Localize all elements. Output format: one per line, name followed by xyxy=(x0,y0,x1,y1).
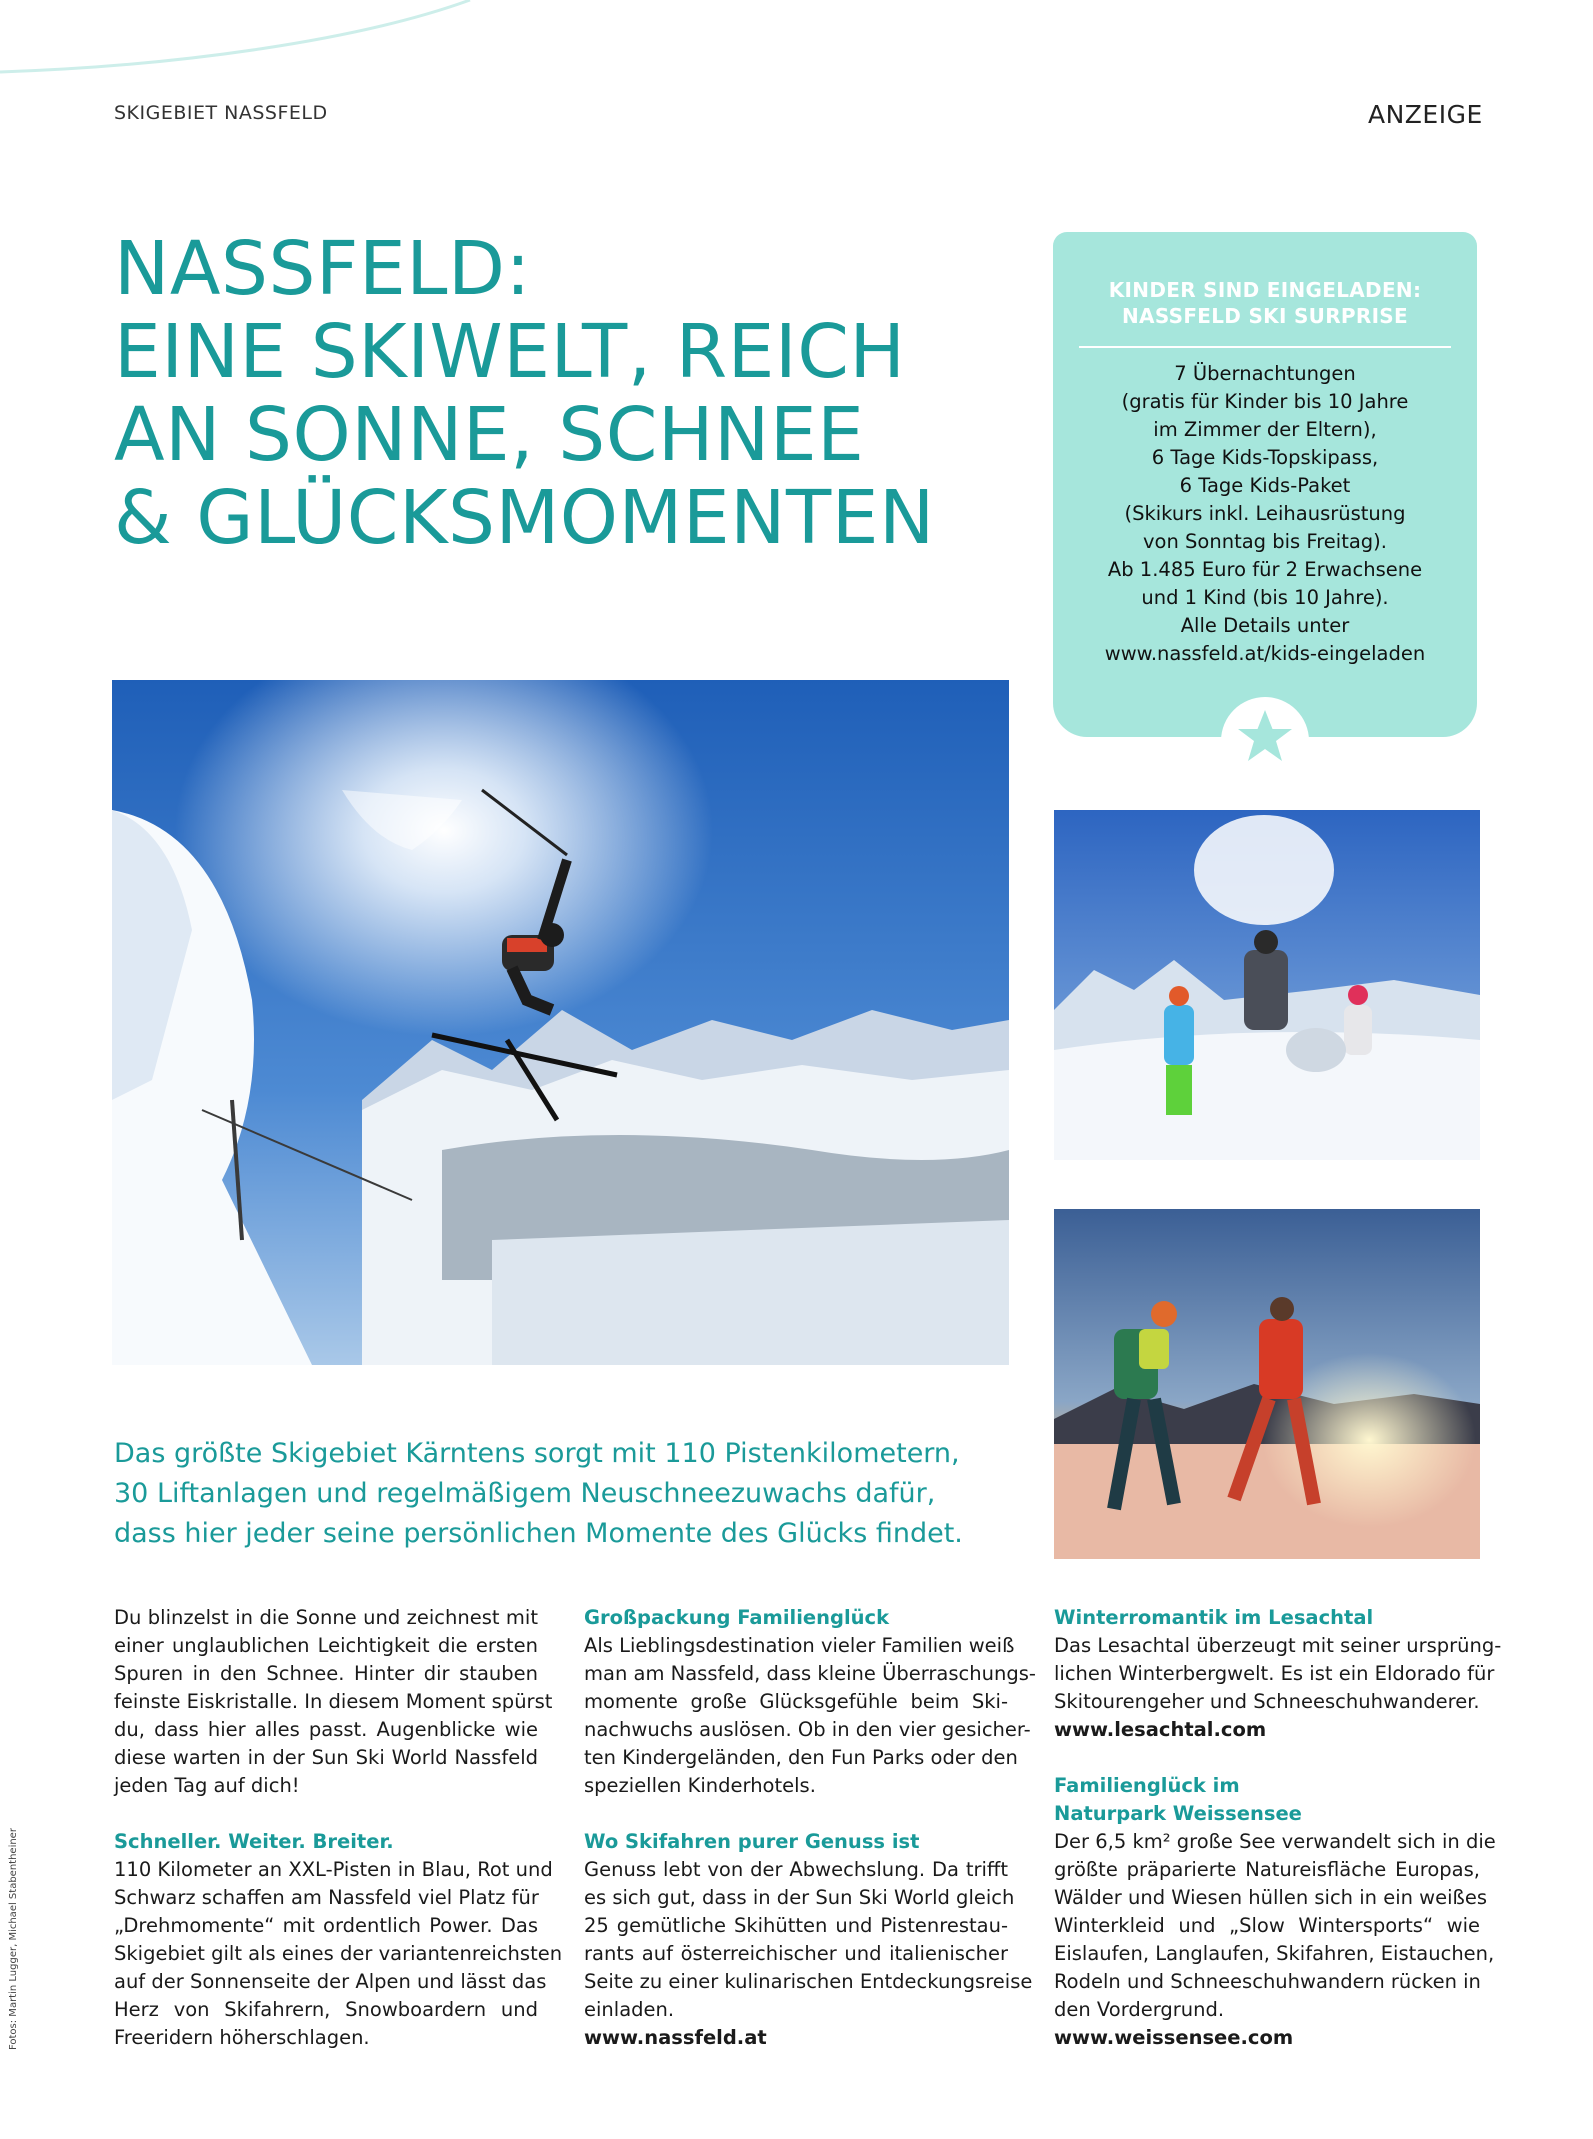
ad-label: ANZEIGE xyxy=(1368,100,1483,129)
infobox-line: (Skikurs inkl. Leihausrüstung xyxy=(1124,502,1406,525)
star-icon xyxy=(1235,707,1295,767)
section-kicker: SKIGEBIET NASSFELD xyxy=(114,102,328,124)
body-line: einer unglaublichen Leichtigkeit die ersten xyxy=(114,1634,538,1657)
lead-line: Das größte Skigebiet Kärntens sorgt mit 110 Pistenkilometern, xyxy=(114,1438,960,1469)
title-line: & GLÜCKSMOMENTEN xyxy=(114,475,935,561)
section-heading: Naturpark Weissensee xyxy=(1054,1802,1302,1825)
title-line: AN SONNE, SCHNEE xyxy=(114,392,865,478)
website-link[interactable]: www.weissensee.com xyxy=(1054,2026,1294,2049)
body-line: du, dass hier alles passt. Augenblicke wie xyxy=(114,1718,538,1741)
infobox-url[interactable]: www.nassfeld.at/kids-eingeladen xyxy=(1104,642,1426,665)
body-line: den Vordergrund. xyxy=(1054,1998,1225,2021)
decorative-top-curve xyxy=(0,0,600,80)
text-column-2 xyxy=(584,1604,1036,2052)
body-line: „Drehmomente“ mit ordentlich Power. Das xyxy=(114,1914,538,1937)
body-line: momente große Glücksgefühle beim Ski- xyxy=(584,1690,1008,1713)
infobox-line: Alle Details unter xyxy=(1180,614,1350,637)
body-line: größte präparierte Natureisfläche Europas, xyxy=(1054,1858,1480,1881)
body-line: man am Nassfeld, dass kleine Überraschungs- xyxy=(584,1662,1036,1685)
body-line: Als Lieblingsdestination vieler Familien weiß xyxy=(584,1634,1015,1657)
body-line: feinste Eiskristalle. In diesem Moment spürst xyxy=(114,1690,553,1713)
offer-infobox xyxy=(1053,232,1477,737)
website-link[interactable]: www.nassfeld.at xyxy=(584,2026,767,2049)
star-badge xyxy=(1221,697,1309,785)
infobox-text xyxy=(1053,360,1477,668)
body-line: 25 gemütliche Skihütten und Pistenrestau- xyxy=(584,1914,1008,1937)
body-line: ten Kindergeländen, den Fun Parks oder den xyxy=(584,1746,1018,1769)
body-line: Du blinzelst in die Sonne und zeichnest mit xyxy=(114,1606,538,1629)
body-line: nachwuchs auslösen. Ob in den vier gesicher- xyxy=(584,1718,1031,1741)
infobox-line: 6 Tage Kids-Paket xyxy=(1179,474,1351,497)
text-column-1 xyxy=(114,1604,563,2052)
body-line: diese warten in der Sun Ski World Nassfeld xyxy=(114,1746,538,1769)
body-line: Skitourengeher und Schneeschuhwanderer. xyxy=(1054,1690,1480,1713)
infobox-divider xyxy=(1079,346,1451,348)
photo-snowshoe-sunset xyxy=(1054,1209,1480,1559)
title-line: NASSFELD: xyxy=(114,226,531,312)
body-line: Das Lesachtal überzeugt mit seiner ursprüng- xyxy=(1054,1634,1502,1657)
photo-skier-jump xyxy=(112,680,1009,1365)
body-line: Skigebiet gilt als eines der variantenreichsten xyxy=(114,1942,563,1965)
section-heading: Großpackung Familienglück xyxy=(584,1606,890,1629)
body-line: Genuss lebt von der Abwechslung. Da trifft xyxy=(584,1858,1008,1881)
infobox-line: Ab 1.485 Euro für 2 Erwachsene xyxy=(1107,558,1423,581)
body-line: Der 6,5 km² große See verwandelt sich in die xyxy=(1054,1830,1496,1853)
website-link[interactable]: www.lesachtal.com xyxy=(1054,1718,1267,1741)
page-title xyxy=(114,228,1014,560)
section-heading: Wo Skifahren purer Genuss ist xyxy=(584,1830,920,1853)
body-line: Wälder und Wiesen hüllen sich in ein weißes xyxy=(1054,1886,1487,1909)
photo-credit: Fotos: Martin Lugger, Michael Stabentheiner xyxy=(8,1828,19,2050)
infobox-line: 7 Übernachtungen xyxy=(1174,362,1356,385)
body-line: speziellen Kinderhotels. xyxy=(584,1774,816,1797)
body-line: Rodeln und Schneeschuhwandern rücken in xyxy=(1054,1970,1481,1993)
infobox-line: 6 Tage Kids-Topskipass, xyxy=(1151,446,1379,469)
lead-paragraph xyxy=(114,1434,1004,1554)
infobox-line: und 1 Kind (bis 10 Jahre). xyxy=(1141,586,1389,609)
lead-line: dass hier jeder seine persönlichen Momente des Glücks findet. xyxy=(114,1518,963,1549)
body-line: 110 Kilometer an XXL-Pisten in Blau, Rot und xyxy=(114,1858,553,1881)
text-column-3 xyxy=(1054,1604,1502,2052)
infobox-title xyxy=(1053,277,1477,329)
body-line: lichen Winterbergwelt. Es ist ein Eldorado für xyxy=(1054,1662,1495,1685)
lead-line: 30 Liftanlagen und regelmäßigem Neuschneezuwachs dafür, xyxy=(114,1478,936,1509)
infobox-line: (gratis für Kinder bis 10 Jahre xyxy=(1121,390,1409,413)
body-line: Freeridern höherschlagen. xyxy=(114,2026,370,2049)
body-line: Schwarz schaffen am Nassfeld viel Platz für xyxy=(114,1886,539,1909)
body-line: Herz von Skifahrern, Snowboardern und xyxy=(114,1998,538,2021)
body-line: einladen. xyxy=(584,1998,675,2021)
section-heading: Familienglück im xyxy=(1054,1774,1240,1797)
body-line: Eislaufen, Langlaufen, Skifahren, Eistauchen, xyxy=(1054,1942,1495,1965)
body-line: auf der Sonnenseite der Alpen und lässt das xyxy=(114,1970,547,1993)
body-line: jeden Tag auf dich! xyxy=(114,1774,300,1797)
photo-kids-snow xyxy=(1054,810,1480,1160)
body-line: Seite zu einer kulinarischen Entdeckungsreise xyxy=(584,1970,1033,1993)
infobox-line: von Sonntag bis Freitag). xyxy=(1143,530,1387,553)
infobox-title-line: NASSFELD SKI SURPRISE xyxy=(1122,304,1408,328)
body-line: es sich gut, dass in der Sun Ski World gleich xyxy=(584,1886,1015,1909)
section-heading: Schneller. Weiter. Breiter. xyxy=(114,1830,394,1853)
body-line: Winterkleid und „Slow Wintersports“ wie xyxy=(1054,1914,1480,1937)
infobox-title-line: KINDER SIND EINGELADEN: xyxy=(1108,278,1422,302)
body-line: rants auf österreichischer und italienischer xyxy=(584,1942,1008,1965)
infobox-line: im Zimmer der Eltern), xyxy=(1153,418,1377,441)
title-line: EINE SKIWELT, REICH xyxy=(114,309,906,395)
section-heading: Winterromantik im Lesachtal xyxy=(1054,1606,1374,1629)
body-line: Spuren in den Schnee. Hinter dir stauben xyxy=(114,1662,538,1685)
